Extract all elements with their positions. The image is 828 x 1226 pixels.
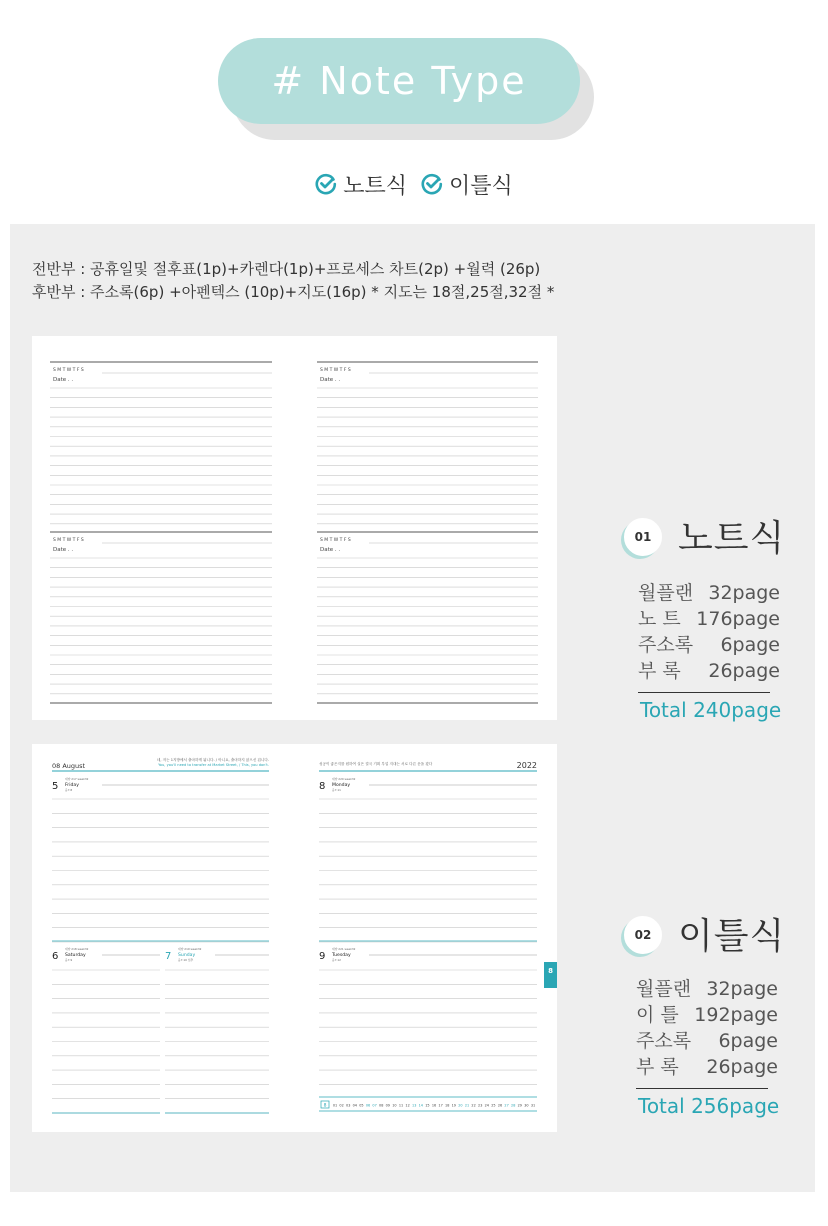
- strip-day: 03: [346, 1103, 351, 1108]
- day-meta: 대양 219 week32: [178, 947, 202, 951]
- strip-day: 31: [530, 1103, 536, 1108]
- day-lunar: 음7.12: [332, 958, 341, 962]
- weekday-row: S M T W T F S: [320, 368, 351, 373]
- weekday-row: S M T W T F S: [53, 368, 84, 373]
- total-divider: [636, 1088, 768, 1089]
- strip-day: 19: [451, 1103, 456, 1108]
- strip-day: 06: [365, 1103, 371, 1108]
- month-label: 08 August: [52, 762, 86, 770]
- day-number: 8: [319, 781, 326, 792]
- page-row: 주소록 6page: [638, 634, 780, 656]
- day-number: 5: [52, 781, 59, 792]
- note-page-rows: [638, 580, 780, 684]
- day-meta: 대양 220 week32: [332, 777, 356, 781]
- day-meta: 대양 221 week32: [332, 947, 356, 951]
- type-chip-label: 이틀식: [449, 173, 513, 199]
- date-label: Date . .: [320, 377, 341, 383]
- note-sheet-drawing: [32, 336, 557, 720]
- strip-day: 04: [352, 1103, 357, 1108]
- day-name: Sunday: [178, 953, 196, 958]
- note-number-badge: 01: [624, 518, 662, 556]
- month-tab: [544, 962, 557, 988]
- note-total-pages: Total 240page: [640, 698, 782, 722]
- quote-korean: 네, 저는 1지방에서 출마하게 됩니다. / 아니요, 출마하지 않으신 겁니다.: [156, 758, 269, 762]
- day-number: 9: [319, 951, 326, 962]
- date-label: Date . .: [53, 547, 74, 553]
- page-row: 이 틀 192page: [636, 1004, 778, 1026]
- strip-day: 21: [464, 1103, 470, 1108]
- two-day-sheet-drawing: [32, 744, 557, 1132]
- check-circle-icon: [421, 173, 443, 195]
- type-chip-two-day: [421, 169, 513, 200]
- strip-day: 27: [504, 1103, 509, 1108]
- page-row: 부 록 26page: [638, 660, 780, 682]
- strip-day: 30: [524, 1103, 529, 1108]
- note-sheet-preview: [32, 336, 557, 720]
- page-row: 노 트 176page: [638, 608, 780, 630]
- type-chip-label: 노트식: [343, 173, 407, 199]
- day-meta: 대양 217 week32: [65, 777, 89, 781]
- strip-day: 20: [458, 1103, 463, 1108]
- day-lunar: 음7.10 입추: [178, 958, 194, 962]
- two-day-type-title: 이틀식: [678, 916, 786, 957]
- day-name: Monday: [332, 783, 351, 788]
- day-name: Saturday: [65, 953, 86, 958]
- strip-day: 08: [379, 1103, 384, 1108]
- weekday-row: S M T W T F S: [53, 538, 84, 543]
- strip-day: 18: [445, 1103, 450, 1108]
- strip-day: 26: [497, 1103, 503, 1108]
- day-lunar: 음7.9: [65, 958, 73, 962]
- check-circle-icon: [315, 173, 337, 195]
- content-panel: [10, 224, 815, 1192]
- strip-day: 24: [484, 1103, 489, 1108]
- month-tab-label: 8: [548, 967, 553, 975]
- page-title: # Note Type: [271, 59, 527, 103]
- composition-description: [32, 258, 554, 304]
- strip-day: 05: [359, 1103, 364, 1108]
- strip-day: 28: [511, 1103, 516, 1108]
- strip-day: 09: [385, 1103, 390, 1108]
- date-label: Date . .: [53, 377, 74, 383]
- total-divider: [638, 692, 770, 693]
- strip-day: 11: [398, 1103, 404, 1108]
- day-name: Tuesday: [332, 953, 351, 958]
- two-day-sheet-preview: [32, 744, 557, 1132]
- day-name: Friday: [65, 783, 79, 788]
- strip-day: 07: [372, 1103, 377, 1108]
- strip-day: 25: [491, 1103, 496, 1108]
- strip-day: 13: [412, 1103, 417, 1108]
- weekday-row: S M T W T F S: [320, 538, 351, 543]
- day-meta: 대양 218 week32: [65, 947, 89, 951]
- strip-day: 23: [478, 1103, 483, 1108]
- day-lunar: 음7.8: [65, 788, 73, 792]
- note-type-title: 노트식: [678, 518, 786, 559]
- strip-day: 12: [405, 1103, 410, 1108]
- two-day-number-badge: 02: [624, 916, 662, 954]
- strip-day: 17: [438, 1103, 443, 1108]
- strip-month-label: 8: [323, 1103, 327, 1109]
- strip-day: 16: [431, 1103, 437, 1108]
- two-day-page-rows: [636, 976, 778, 1080]
- year-label: 2022: [516, 761, 537, 770]
- page-row: 부 록 26page: [636, 1056, 778, 1078]
- description-line-back: 후반부 : 주소록(6p) +아펜텍스 (10p)+지도(16p) * 지도는 18절,25절,32절 *: [32, 283, 555, 301]
- day-number: 6: [52, 951, 59, 962]
- note-type-info: [618, 514, 808, 734]
- day-lunar: 음7.11: [332, 788, 341, 792]
- title-pill: [218, 38, 580, 124]
- quote-korean-right: 성공이 좋은지를 원하여 실은 결국 기획 부업 지대는 서로 다른 운을 겼다: [319, 762, 433, 766]
- quote-english: You, you'll need to transfer at Market Street, / This, you don't.: [158, 763, 269, 767]
- strip-day: 14: [418, 1103, 423, 1108]
- page-row: 월플랜 32page: [636, 978, 778, 1000]
- type-chip-note: [315, 169, 407, 200]
- two-day-total-pages: Total 256page: [638, 1094, 780, 1118]
- page-row: 주소록 6page: [636, 1030, 778, 1052]
- description-line-front: 전반부 : 공휴일및 절후표(1p)+카렌다(1p)+프로세스 차트(2p) +월력 (26p): [32, 260, 541, 278]
- two-day-type-info: [616, 912, 806, 1132]
- date-label: Date . .: [320, 547, 341, 553]
- strip-day: 29: [517, 1103, 522, 1108]
- page-row: 월플랜 32page: [638, 582, 780, 604]
- day-number: 7: [165, 951, 172, 962]
- strip-day: 22: [471, 1103, 476, 1108]
- strip-day: 02: [339, 1103, 344, 1108]
- strip-day: 01: [332, 1103, 338, 1108]
- type-chips: [0, 166, 828, 202]
- strip-day: 10: [392, 1103, 397, 1108]
- strip-day: 15: [425, 1103, 430, 1108]
